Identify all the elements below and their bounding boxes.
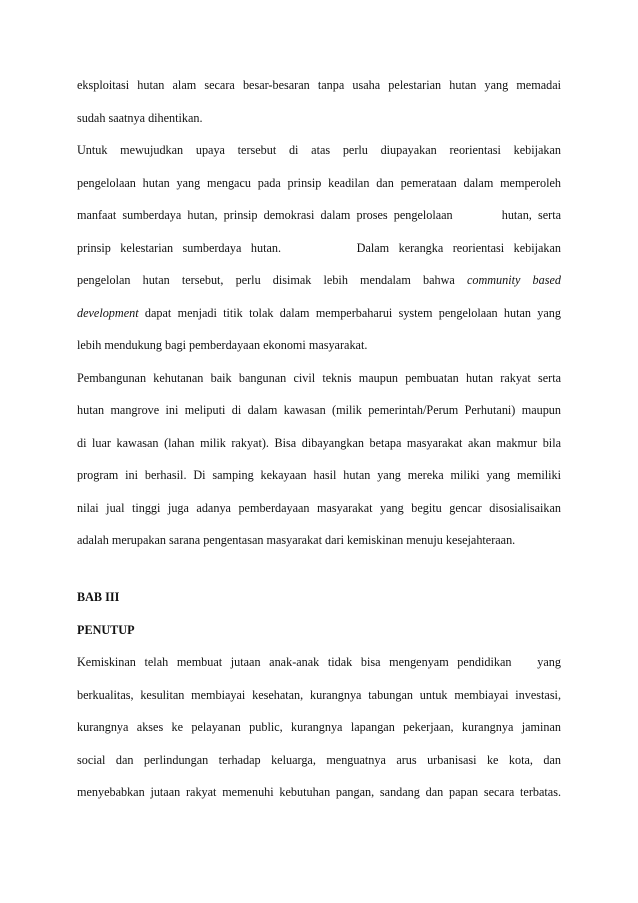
paragraph-4-line-1: Kemiskinan telah membuat jutaan anak-anak tidak bisa mengenyam pendidikan yang xyxy=(77,655,561,669)
section-heading: PENUTUP xyxy=(77,623,135,637)
paragraph-1-line-2: sudah saatnya dihentikan. xyxy=(77,111,203,125)
paragraph-3-line-4: program ini berhasil. Di samping kekayaan hasil hutan yang mereka miliki yang memiliki xyxy=(77,468,561,482)
paragraph-2-line-3: manfaat sumberdaya hutan, prinsip demokrasi dalam proses pengelolaan hutan, serta xyxy=(77,208,561,222)
paragraph-2-line-1: Untuk mewujudkan upaya tersebut di atas perlu diupayakan reorientasi kebijakan xyxy=(77,143,561,157)
paragraph-2-line-5-text: pengelolan hutan tersebut, perlu disimak lebih mendalam bahwa xyxy=(77,273,467,287)
paragraph-2-line-4: prinsip kelestarian sumberdaya hutan. Dalam kerangka reorientasi kebijakan xyxy=(77,241,561,255)
paragraph-2-line-6 xyxy=(77,304,561,322)
italic-term-community-based: community based xyxy=(466,273,561,287)
paragraph-3-line-6: adalah merupakan sarana pengentasan masyarakat dari kemiskinan menuju kesejahteraan. xyxy=(77,533,516,547)
paragraph-2-line-2: pengelolaan hutan yang mengacu pada prinsip keadilan dan pemerataan dalam memperoleh xyxy=(77,176,561,190)
paragraph-2-line-7: lebih mendukung bagi pemberdayaan ekonomi masyarakat. xyxy=(77,338,368,352)
paragraph-3-line-2: hutan mangrove ini meliputi di dalam kawasan (milik pemerintah/Perum Perhutani) maupun xyxy=(77,403,561,417)
paragraph-3-line-1: Pembangunan kehutanan baik bangunan civil teknis maupun pembuatan hutan rakyat serta xyxy=(77,371,561,385)
paragraph-4-line-5: menyebabkan jutaan rakyat memenuhi kebutuhan pangan, sandang dan papan secara terbatas. xyxy=(77,785,561,799)
paragraph-1-line-1: eksploitasi hutan alam secara besar-besaran tanpa usaha pelestarian hutan yang memadai xyxy=(77,78,561,92)
paragraph-2-line-5 xyxy=(77,271,561,289)
paragraph-4-line-4: social dan perlindungan terhadap keluarga, menguatnya arus urbanisasi ke kota, dan xyxy=(77,753,561,767)
paragraph-3-line-3: di luar kawasan (lahan milik rakyat). Bisa dibayangkan betapa masyarakat akan makmur bila xyxy=(77,436,561,450)
paragraph-2-line-6-text: dapat menjadi titik tolak dalam memperbaharui system pengelolaan hutan yang xyxy=(138,306,561,320)
paragraph-3-line-5: nilai jual tinggi juga adanya pemberdayaan masyarakat yang begitu gencar disosialisaikan xyxy=(77,501,561,515)
paragraph-4-line-3: kurangnya akses ke pelayanan public, kurangnya lapangan pekerjaan, kurangnya jaminan xyxy=(77,720,561,734)
italic-term-development: development xyxy=(77,306,139,320)
paragraph-4-line-2: berkualitas, kesulitan membiayai kesehatan, kurangnya tabungan untuk membiayai investasi, xyxy=(77,688,561,702)
chapter-heading: BAB III xyxy=(77,590,120,604)
